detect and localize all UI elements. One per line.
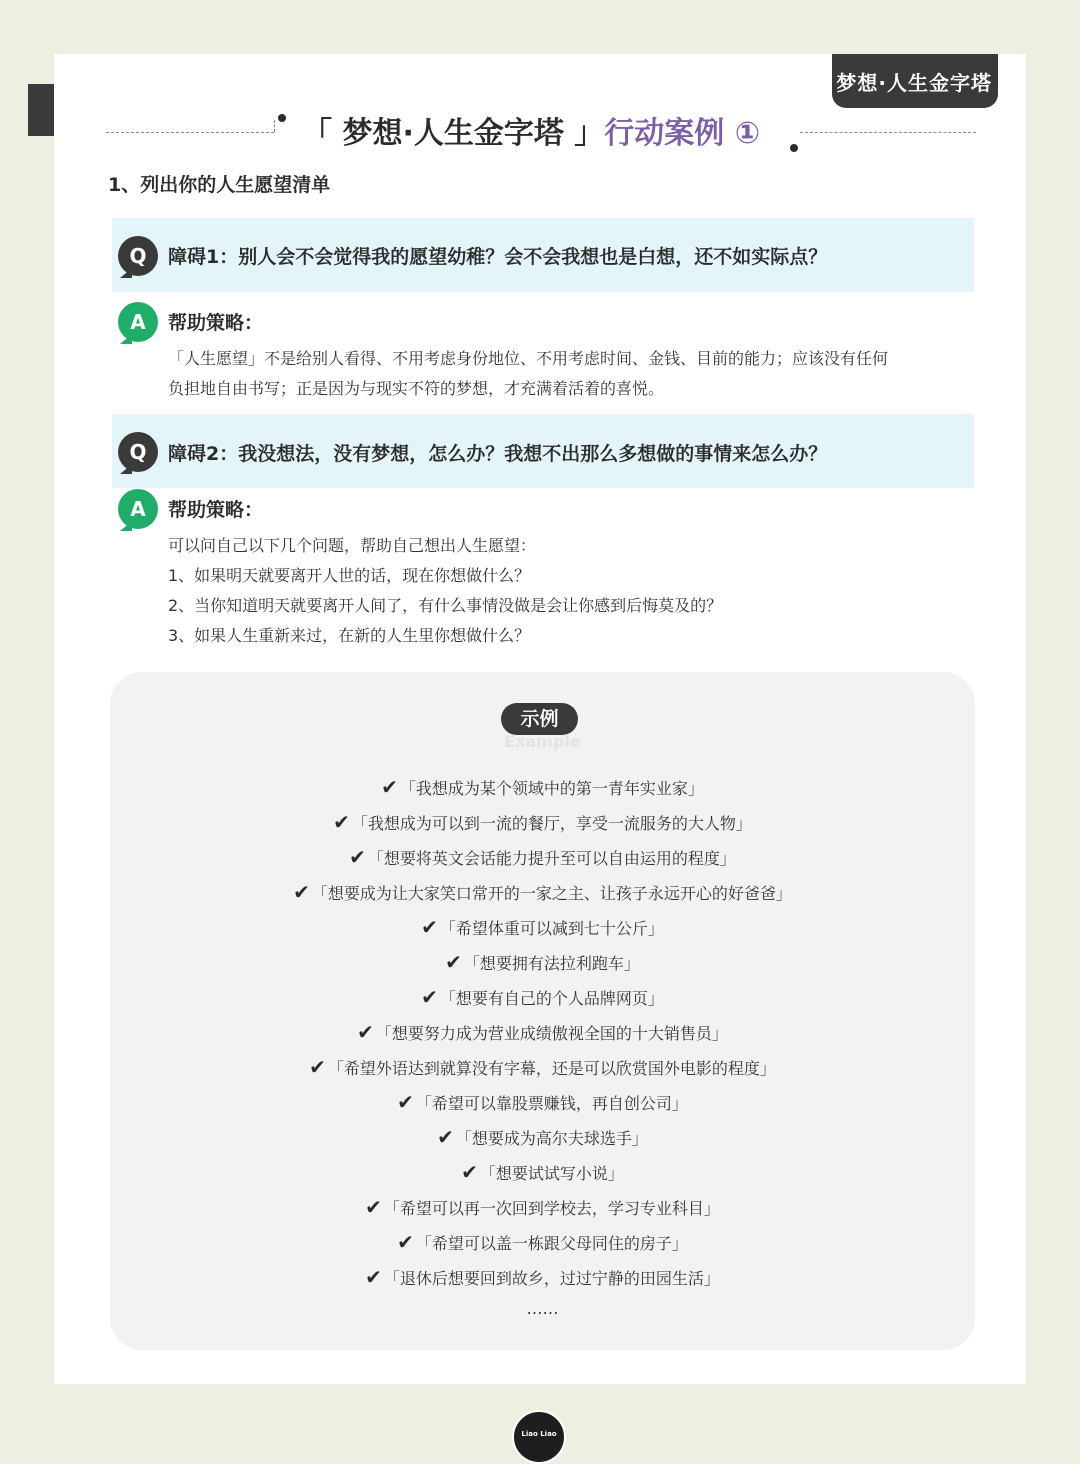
example-item [110,1019,975,1054]
check-icon: ✔ [445,950,462,974]
page-title-main: 「 梦想·人生金字塔 」 [302,116,605,151]
example-item-text: 「希望体重可以减到七十公斤」 [439,919,664,938]
section-title: 1、列出你的人生愿望清单 [108,174,331,196]
answer-2-line-2: 1、如果明天就要离开人世的话，现在你想做什么？ [168,566,531,585]
page-title [302,112,760,156]
example-item-text: 「我想成为可以到一流的餐厅，享受一流服务的大人物」 [351,814,752,833]
example-item-text: 「想要有自己的个人品牌网页」 [439,989,664,1008]
answer-body-2 [168,531,948,651]
example-item [110,914,975,949]
answer-2-line-1: 可以问自己以下几个问题，帮助自己想出人生愿望： [168,536,537,555]
example-box [110,672,975,1350]
check-icon: ✔ [365,1195,382,1219]
a-badge-2: A [118,489,158,529]
example-item-text: 「想要成为高尔夫球选手」 [455,1129,648,1148]
example-item [110,1089,975,1124]
answer-2-line-4: 3、如果人生重新来过，在新的人生里你想做什么？ [168,626,531,645]
example-item-text: 「想要将英文会话能力提升至可以自由运用的程度」 [367,849,736,868]
brand-logo-text: Liao Liao [521,1430,557,1438]
example-item [110,1159,975,1194]
answer-body-1 [168,344,948,404]
answer-1-line-1: 「人生愿望」不是给别人看得、不用考虑身份地位、不用考虑时间、金钱、目前的能力；应该没有任何 [168,349,889,368]
corner-tag-text: 梦想·人生金字塔 [836,70,992,95]
check-icon: ✔ [397,1230,414,1254]
check-icon: ✔ [309,1055,326,1079]
example-item [110,1054,975,1089]
example-item [110,1124,975,1159]
example-item [110,984,975,1019]
title-dash-left-tick [274,120,275,132]
check-icon: ✔ [349,845,366,869]
example-item [110,1264,975,1299]
check-icon: ✔ [293,880,310,904]
check-icon: ✔ [365,1265,382,1289]
check-icon: ✔ [397,1090,414,1114]
example-item-text: 「想要试试写小说」 [479,1164,624,1183]
example-item-text: 「想要成为让大家笑口常开的一家之主、让孩子永远开心的好爸爸」 [311,884,792,903]
example-item [110,879,975,914]
example-item-text: 「希望可以盖一栋跟父母同住的房子」 [415,1234,688,1253]
page-title-sub: 行动案例 ① [604,116,761,151]
example-item [110,774,975,809]
check-icon: ✔ [461,1160,478,1184]
check-icon: ✔ [357,1020,374,1044]
check-icon: ✔ [421,915,438,939]
title-row [106,112,976,160]
q-badge-2: Q [118,432,158,472]
answer-1-line-2: 负担地自由书写；正是因为与现实不符的梦想，才充满着活着的喜悦。 [168,379,665,398]
example-item-text: 「希望外语达到就算没有字幕，还是可以欣赏国外电影的程度」 [327,1059,776,1078]
title-dot-right [790,144,798,152]
check-icon: ✔ [437,1125,454,1149]
example-label-en: Example [504,732,581,751]
example-list [110,774,975,1318]
title-dot-left [278,114,286,122]
title-dash-left [106,132,274,133]
answer-2-line-3: 2、当你知道明天就要离开人间了，有什么事情没做是会让你感到后悔莫及的？ [168,596,723,615]
q-badge-1: Q [118,236,158,276]
check-icon: ✔ [333,810,350,834]
check-icon: ✔ [421,985,438,1009]
question-2: 障碍2：我没想法，没有梦想，怎么办？我想不出那么多想做的事情来怎么办？ [168,443,828,465]
example-item [110,809,975,844]
example-item-text: 「我想成为某个领域中的第一青年实业家」 [399,779,704,798]
example-item-text: 「退休后想要回到故乡，过过宁静的田园生活」 [383,1269,720,1288]
example-item-text: 「希望可以再一次回到学校去，学习专业科目」 [383,1199,720,1218]
example-item [110,844,975,879]
check-icon: ✔ [381,775,398,799]
brand-logo [512,1410,566,1464]
example-item-text: 「想要努力成为营业成绩傲视全国的十大销售员」 [375,1024,728,1043]
example-item [110,949,975,984]
question-1: 障碍1：别人会不会觉得我的愿望幼稚？会不会我想也是白想，还不如实际点？ [168,246,828,268]
title-dash-right [800,132,976,133]
example-label: 示例 [501,703,578,735]
a-badge-1: A [118,302,158,342]
answer-title-2: 帮助策略： [168,499,264,521]
example-item-text: 「想要拥有法拉利跑车」 [463,954,640,973]
side-tab-marker [28,84,54,136]
example-item [110,1229,975,1264]
example-item [110,1194,975,1229]
corner-tag [832,54,998,108]
example-ellipsis: …… [526,1299,559,1318]
example-item-text: 「希望可以靠股票赚钱，再自创公司」 [415,1094,688,1113]
answer-title-1: 帮助策略： [168,312,264,334]
